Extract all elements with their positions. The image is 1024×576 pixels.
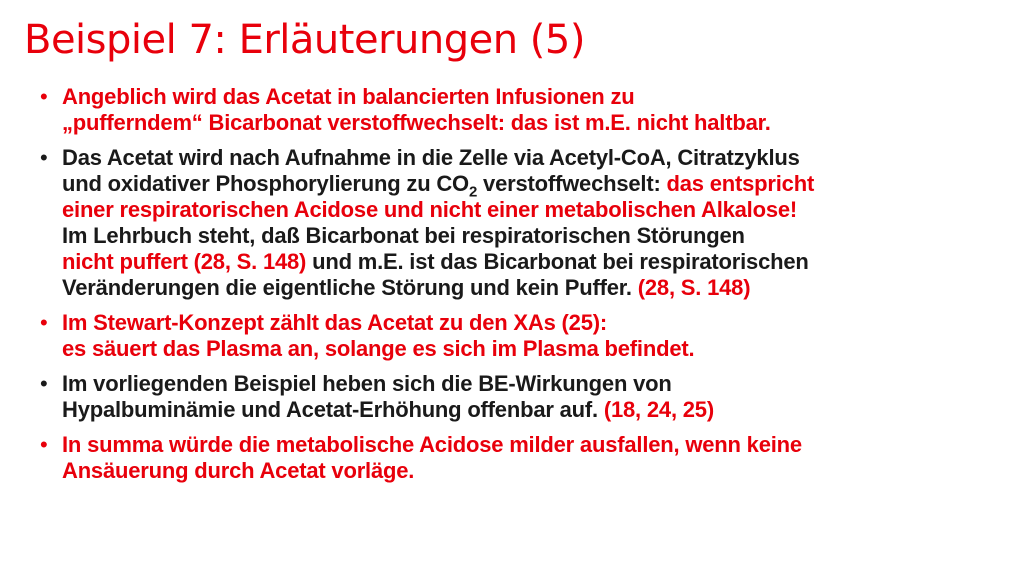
bullet-item-be-wirkungen	[40, 371, 1000, 423]
bullet-text-line	[62, 249, 1000, 275]
highlight-text: nicht puffert (28, S. 148)	[62, 249, 307, 274]
bullet-text-line: Angeblich wird das Acetat in balancierten Infusionen zu	[62, 84, 635, 109]
bullet-text-line: „pufferndem“ Bicarbonat verstoffwechselt: das ist m.E. nicht haltbar.	[62, 110, 771, 135]
citation-text: (18, 24, 25)	[603, 397, 714, 422]
bullet-text-line: Das Acetat wird nach Aufnahme in die Zelle via Acetyl-CoA, Citratzyklus	[62, 145, 800, 170]
highlight-text-line: einer respiratorischen Acidose und nicht einer metabolischen Alkalose!	[62, 197, 798, 222]
bullet-text-line	[62, 171, 1000, 201]
bullet-text-line: Im Lehrbuch steht, daß Bicarbonat bei respiratorischen Störungen	[62, 223, 745, 248]
bullet-text-line: Ansäuerung durch Acetat vorläge.	[62, 458, 415, 483]
text-segment: und m.E. ist das Bicarbonat bei respiratorischen	[306, 249, 809, 274]
text-segment: Veränderungen die eigentliche Störung und kein Puffer.	[62, 275, 638, 300]
bullet-text-line	[62, 397, 1000, 423]
citation-text: (28, S. 148)	[637, 275, 751, 300]
bullet-item-in-summa	[40, 432, 1000, 484]
bullet-item-acetat-stoffwechsel	[40, 145, 1000, 301]
bullet-text-line: es säuert das Plasma an, solange es sich im Plasma befindet.	[62, 336, 695, 361]
bullet-dot-icon: •	[40, 432, 48, 457]
bullet-dot-icon: •	[40, 84, 48, 109]
subscript-2: 2	[468, 183, 478, 201]
bullet-list	[40, 84, 1000, 493]
bullet-dot-icon: •	[40, 310, 48, 335]
highlight-text: das entspricht	[666, 171, 815, 196]
bullet-text-line	[62, 275, 1000, 301]
bullet-text-line: Im Stewart-Konzept zählt das Acetat zu den XAs (25):	[62, 310, 607, 335]
slide-title: Beispiel 7: Erläuterungen (5)	[24, 17, 585, 63]
bullet-text-line: Im vorliegenden Beispiel heben sich die BE-Wirkungen von	[62, 371, 672, 396]
bullet-dot-icon: •	[40, 145, 48, 170]
text-segment: und oxidativer Phosphorylierung zu CO	[62, 171, 469, 196]
text-segment: verstoffwechselt:	[477, 171, 667, 196]
bullet-text-line: In summa würde die metabolische Acidose milder ausfallen, wenn keine	[62, 432, 802, 457]
bullet-item-stewart-konzept	[40, 310, 1000, 362]
text-segment: Hypalbuminämie und Acetat-Erhöhung offenbar auf.	[62, 397, 604, 422]
bullet-dot-icon: •	[40, 371, 48, 396]
bullet-item-acetat-bicarbonat	[40, 84, 1000, 136]
